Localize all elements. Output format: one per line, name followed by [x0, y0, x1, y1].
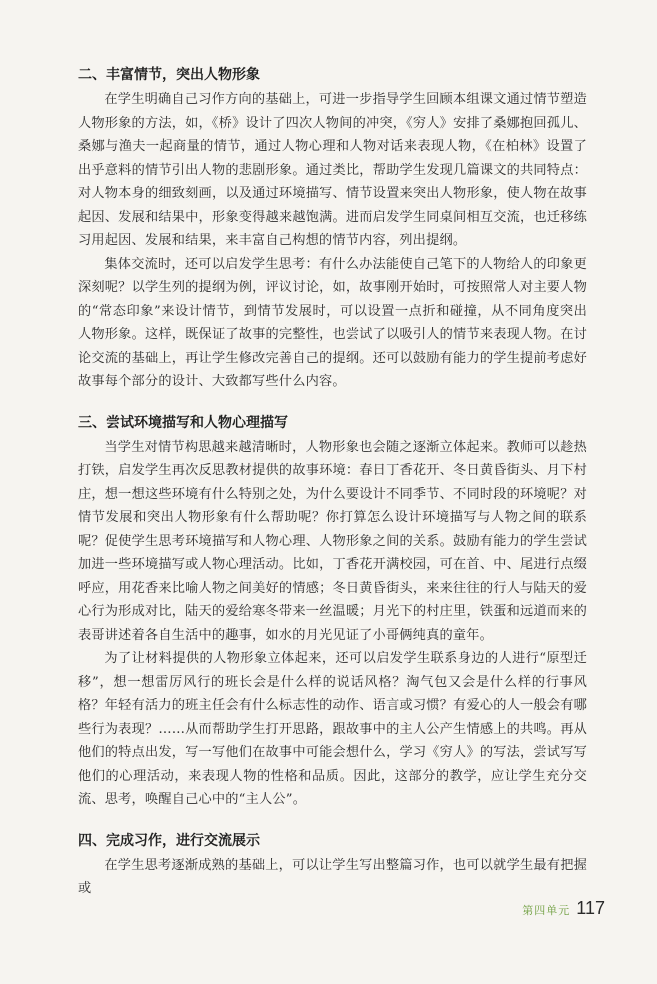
paragraph: 为了让材料提供的人物形象立体起来，还可以启发学生联系身边的人进行“原型迁移”，想一想雷厉风行的班长会是什么样的说话风格？淘气包又会是什么样的行事风格？年轻有活力的班主任会有什么标志性的动作、语言或习惯？有爱心的人一般会有哪些行为表现？……从而帮助学生打开思路，跟故事中的主人公产生情感上的共鸣。再从他们的特点出发，写一写他们在故事中可能会想什么，学习《穷人》的写法，尝试写写他们的心理活动，来表现人物的性格和品质。因此，这部分的教学，应让学生充分交流、思考，唤醒自己心中的“主人公”。 — [78, 651, 587, 807]
paragraph: 集体交流时，还可以启发学生思考：有什么办法能使自己笔下的人物给人的印象更深刻呢？以学生列的提纲为例，评议讨论，如，故事刚开始时，可按照常人对主要人物的“常态印象”来设计情节，到情节发展时，可以设置一点折和碰撞，从不同角度突出人物形象。这样，既保证了故事的完整性，也尝试了以吸引人的情节来表现人物。在讨论交流的基础上，再让学生修改完善自己的提纲。还可以鼓励有能力的学生提前考虑好故事每个部分的设计、大致都写些什么内容。 — [78, 256, 587, 389]
page-number: 117 — [576, 898, 605, 918]
section-heading: 四、完成习作，进行交流展示 — [78, 832, 260, 849]
section-heading: 三、尝试环境描写和人物心理描写 — [78, 414, 288, 431]
paragraph: 当学生对情节构思越来越清晰时，人物形象也会随之逐渐立体起来。教师可以趁热打铁，启发学生再次反思教材提供的故事环境：春日丁香花开、冬日黄昏街头、月下村庄，想一想这些环境有什么特别之处，为什么要设计不同季节、不同时段的环境呢？对情节发展和突出人物形象有什么帮助呢？你打算怎么设计环境描写与人物之间的联系呢？促使学生思考环境描写和人物心理、人物形象之间的关系。鼓励有能力的学生尝试加进一些环境描写或人物心理活动。比如，丁香花开满校园，可在首、中、尾进行点缀呼应，用花香来比喻人物之间美好的情感；冬日黄昏街头，来来往往的行人与陆天的爱心行为形成对比，陆天的爱给寒冬带来一丝温暖；月光下的村庄里，铁蛋和远道而来的表哥讲述着各自生活中的趣事，如水的月光见证了小哥俩纯真的童年。 — [78, 439, 587, 643]
section-environment-description — [78, 412, 587, 812]
unit-label: 第四单元 — [522, 904, 571, 917]
paragraph: 在学生思考逐渐成熟的基础上，可以让学生写出整篇习作，也可以就学生最有把握或 — [78, 857, 587, 896]
section-complete-writing — [78, 830, 587, 901]
paragraph: 在学生明确自己习作方向的基础上，可进一步指导学生回顾本组课文通过情节塑造人物形象的方法，如，《桥》设计了四次人物间的冲突，《穷人》安排了桑娜抱回孤儿、桑娜与渔夫一起商量的情节，通过人物心理和人物对话来表现人物，《在柏林》设置了出乎意料的情节引出人物的悲剧形象。通过类比，帮助学生发现几篇课文的共同特点：对人物本身的细致刻画，以及通过环境描写、情节设置来突出人物形象，使人物在故事起因、发展和结果中，形象变得越来越饱满。进而启发学生同桌间相互交流，也迁移练习用起因、发展和结果，来丰富自己构想的情节内容，列出提纲。 — [78, 92, 587, 248]
page-footer — [522, 898, 605, 919]
section-heading: 二、丰富情节，突出人物形象 — [78, 67, 260, 83]
section-rich-plot — [78, 64, 587, 394]
